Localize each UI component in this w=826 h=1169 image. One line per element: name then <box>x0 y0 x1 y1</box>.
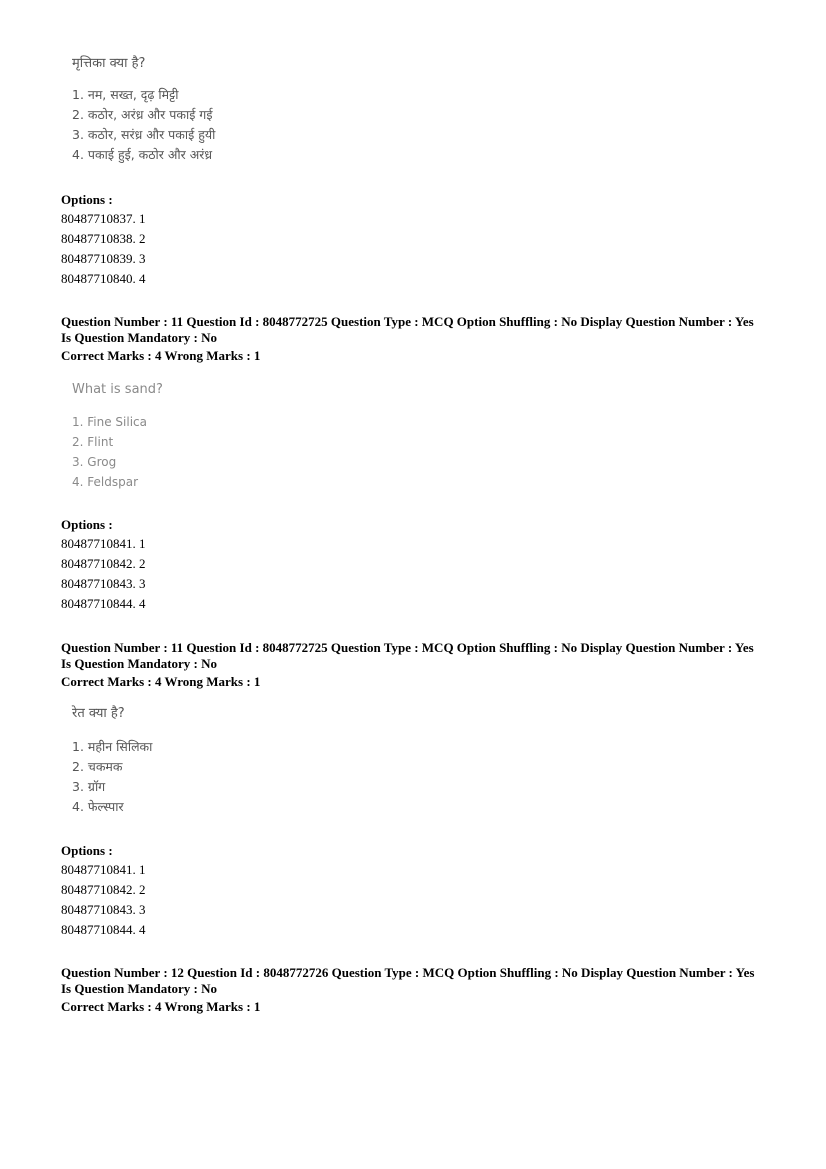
answer-choice: 3. ग्रॉग <box>72 779 106 794</box>
answer-choices <box>72 85 215 165</box>
question-header-line1: Question Number : 11 Question Id : 8048772725 Question Type : MCQ Option Shuffling : No Display Question Number : Yes <box>61 314 754 329</box>
option-row: 80487710839. 3 <box>61 251 146 266</box>
answer-choice: 4. पकाई हुई, कठोर और अरंध्र <box>72 147 213 162</box>
question-prompt: What is sand? <box>72 382 163 397</box>
option-row: 80487710842. 2 <box>61 882 146 897</box>
answer-choice: 2. कठोर, अरंध्र और पकाई गई <box>72 107 213 122</box>
question-header-line1: Question Number : 11 Question Id : 8048772725 Question Type : MCQ Option Shuffling : No Display Question Number : Yes <box>61 640 754 655</box>
question-mandatory: Is Question Mandatory : No <box>61 981 218 996</box>
answer-choices <box>72 412 163 492</box>
answer-choice: 3. Grog <box>72 455 117 469</box>
option-row: 80487710843. 3 <box>61 902 146 917</box>
option-row: 80487710841. 1 <box>61 536 146 551</box>
question-marks: Correct Marks : 4 Wrong Marks : 1 <box>61 674 261 689</box>
question-prompt: मृत्तिका क्या है? <box>72 56 146 71</box>
answer-choice: 1. नम, सख्त, दृढ़ मिट्टी <box>72 87 179 102</box>
option-row: 80487710837. 1 <box>61 211 146 226</box>
question-marks: Correct Marks : 4 Wrong Marks : 1 <box>61 999 261 1014</box>
answer-choice: 2. Flint <box>72 435 114 449</box>
question-mandatory: Is Question Mandatory : No <box>61 330 218 345</box>
answer-choice: 1. महीन सिलिका <box>72 739 153 754</box>
answer-choice: 2. चकमक <box>72 759 123 774</box>
option-row: 80487710838. 2 <box>61 231 146 246</box>
answer-choices <box>72 737 152 817</box>
question-marks: Correct Marks : 4 Wrong Marks : 1 <box>61 348 261 363</box>
options-label: Options : <box>61 517 113 532</box>
options-label: Options : <box>61 192 113 207</box>
answer-choice: 4. Feldspar <box>72 475 138 489</box>
option-row: 80487710844. 4 <box>61 596 146 611</box>
question-header-line1: Question Number : 12 Question Id : 8048772726 Question Type : MCQ Option Shuffling : No Display Question Number : Yes <box>61 965 755 980</box>
option-row: 80487710844. 4 <box>61 922 146 937</box>
question-image-hindi-mrittika <box>72 56 215 165</box>
question-image-english-sand <box>72 382 163 492</box>
answer-choice: 1. Fine Silica <box>72 415 147 429</box>
question-prompt: रेत क्या है? <box>72 706 125 721</box>
option-row: 80487710841. 1 <box>61 862 146 877</box>
option-row: 80487710842. 2 <box>61 556 146 571</box>
option-row: 80487710843. 3 <box>61 576 146 591</box>
question-mandatory: Is Question Mandatory : No <box>61 656 218 671</box>
options-label: Options : <box>61 843 113 858</box>
question-image-hindi-sand <box>72 706 152 817</box>
answer-choice: 3. कठोर, सरंध्र और पकाई हुयी <box>72 127 216 142</box>
option-row: 80487710840. 4 <box>61 271 146 286</box>
answer-choice: 4. फेल्स्पार <box>72 799 124 814</box>
